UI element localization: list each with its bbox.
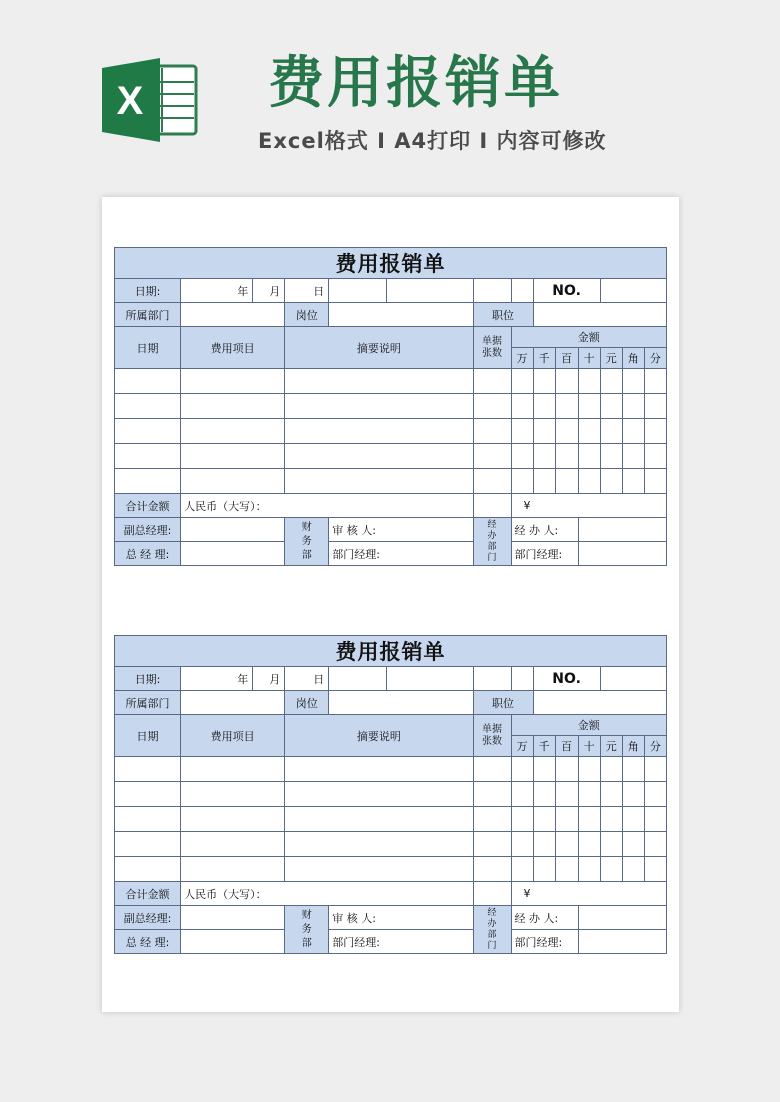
- table-row: [115, 469, 667, 494]
- table-cell[interactable]: [644, 369, 666, 394]
- dept-manager-field[interactable]: [578, 542, 666, 566]
- table-cell[interactable]: [555, 807, 578, 832]
- general-manager-label: 总 经 理:: [115, 542, 181, 566]
- table-cell[interactable]: [473, 857, 511, 882]
- vice-manager-label: 副总经理:: [115, 906, 181, 930]
- dept-field[interactable]: [181, 303, 285, 327]
- data-rows: [115, 757, 667, 882]
- table-cell[interactable]: [555, 757, 578, 782]
- table-cell[interactable]: [181, 757, 285, 782]
- table-cell[interactable]: [622, 444, 644, 469]
- table-cell[interactable]: [285, 782, 473, 807]
- table-row: [115, 394, 667, 419]
- position-label: 岗位: [285, 303, 329, 327]
- table-cell[interactable]: [181, 444, 285, 469]
- handler-label[interactable]: 经 办 人:: [511, 518, 578, 542]
- table-cell[interactable]: [578, 469, 600, 494]
- date-label: 日期:: [115, 667, 181, 691]
- no-label: NO.: [533, 279, 600, 303]
- dept-field[interactable]: [181, 691, 285, 715]
- table-cell[interactable]: [533, 807, 555, 832]
- table-cell[interactable]: [285, 832, 473, 857]
- table-cell[interactable]: [644, 857, 666, 882]
- position-field[interactable]: [329, 691, 473, 715]
- dept-manager-label[interactable]: 部门经理:: [329, 930, 473, 954]
- table-cell[interactable]: [644, 444, 666, 469]
- col-item-header: 费用项目: [181, 327, 285, 369]
- col-amount-header: 金额: [511, 715, 666, 736]
- table-cell[interactable]: [555, 857, 578, 882]
- digit-header: 十: [578, 348, 600, 369]
- handler-field[interactable]: [578, 518, 666, 542]
- dept-manager-label[interactable]: 部门经理:: [329, 542, 473, 566]
- table-cell[interactable]: [644, 757, 666, 782]
- blank-cell[interactable]: [387, 279, 473, 303]
- table-cell[interactable]: [600, 369, 622, 394]
- table-cell[interactable]: [181, 394, 285, 419]
- col-date-header: 日期: [115, 327, 181, 369]
- digit-header: 千: [533, 736, 555, 757]
- blank-cell[interactable]: [329, 279, 387, 303]
- table-cell[interactable]: [644, 807, 666, 832]
- table-cell[interactable]: [115, 394, 181, 419]
- table-cell[interactable]: [533, 419, 555, 444]
- digit-header: 角: [622, 348, 644, 369]
- blank-cell[interactable]: [511, 667, 533, 691]
- table-cell[interactable]: [473, 807, 511, 832]
- vice-manager-field[interactable]: [181, 906, 285, 930]
- table-cell[interactable]: [533, 857, 555, 882]
- digit-header: 万: [511, 736, 533, 757]
- job-field[interactable]: [533, 691, 666, 715]
- col-docs-header: 单据张数: [473, 715, 511, 757]
- table-row: [115, 807, 667, 832]
- finance-dept-label: 财务部: [285, 518, 329, 566]
- table-cell[interactable]: [181, 469, 285, 494]
- expense-form: [114, 635, 667, 954]
- day-field[interactable]: 日: [285, 279, 329, 303]
- data-rows: [115, 369, 667, 494]
- no-field[interactable]: [600, 667, 666, 691]
- table-cell[interactable]: [115, 444, 181, 469]
- dept-manager-label-2[interactable]: 部门经理:: [511, 930, 578, 954]
- table-cell[interactable]: [533, 757, 555, 782]
- table-cell[interactable]: [622, 419, 644, 444]
- handling-dept-label: 经办部门: [473, 518, 511, 566]
- blank-cell[interactable]: [511, 279, 533, 303]
- table-row: [115, 444, 667, 469]
- table-cell[interactable]: [622, 469, 644, 494]
- table-cell[interactable]: [115, 469, 181, 494]
- table-cell[interactable]: [600, 444, 622, 469]
- table-cell[interactable]: [600, 807, 622, 832]
- blank-cell[interactable]: [473, 494, 511, 518]
- table-cell[interactable]: [555, 832, 578, 857]
- table-cell[interactable]: [115, 857, 181, 882]
- col-item-header: 费用项目: [181, 715, 285, 757]
- table-cell[interactable]: [555, 369, 578, 394]
- expense-form: [114, 247, 667, 566]
- table-cell[interactable]: [578, 394, 600, 419]
- table-row: [115, 832, 667, 857]
- table-cell[interactable]: [578, 444, 600, 469]
- table-cell[interactable]: [285, 444, 473, 469]
- table-cell[interactable]: [473, 469, 511, 494]
- table-cell[interactable]: [578, 782, 600, 807]
- day-field[interactable]: 日: [285, 667, 329, 691]
- col-desc-header: 摘要说明: [285, 715, 473, 757]
- vice-manager-field[interactable]: [181, 518, 285, 542]
- table-cell[interactable]: [285, 369, 473, 394]
- col-desc-header: 摘要说明: [285, 327, 473, 369]
- table-cell[interactable]: [555, 782, 578, 807]
- rmb-field[interactable]: 人民币（大写）：: [181, 494, 473, 518]
- table-row: [115, 419, 667, 444]
- digit-header: 千: [533, 348, 555, 369]
- table-cell[interactable]: [285, 807, 473, 832]
- blank-cell[interactable]: [329, 667, 387, 691]
- job-label: 职位: [473, 303, 533, 327]
- table-cell[interactable]: [473, 757, 511, 782]
- table-cell[interactable]: [533, 832, 555, 857]
- table-row: [115, 857, 667, 882]
- table-cell[interactable]: [578, 369, 600, 394]
- table-cell[interactable]: [644, 832, 666, 857]
- handler-field[interactable]: [578, 906, 666, 930]
- yen-field[interactable]: ¥: [511, 882, 666, 906]
- blank-cell[interactable]: [473, 882, 511, 906]
- table-row: [115, 369, 667, 394]
- table-cell[interactable]: [622, 394, 644, 419]
- dept-label: 所属部门: [115, 691, 181, 715]
- table-cell[interactable]: [115, 832, 181, 857]
- table-cell[interactable]: [511, 444, 533, 469]
- blank-cell[interactable]: [387, 667, 473, 691]
- col-amount-header: 金额: [511, 327, 666, 348]
- table-cell[interactable]: [181, 807, 285, 832]
- rmb-field[interactable]: 人民币（大写）：: [181, 882, 473, 906]
- table-row: [115, 782, 667, 807]
- col-docs-header: 单据张数: [473, 327, 511, 369]
- table-cell[interactable]: [578, 807, 600, 832]
- table-cell[interactable]: [622, 807, 644, 832]
- reviewer-label[interactable]: 审 核 人:: [329, 518, 473, 542]
- table-cell[interactable]: [511, 369, 533, 394]
- table-cell[interactable]: [555, 444, 578, 469]
- table-cell[interactable]: [600, 782, 622, 807]
- table-cell[interactable]: [181, 419, 285, 444]
- table-cell[interactable]: [511, 757, 533, 782]
- dept-label: 所属部门: [115, 303, 181, 327]
- table-cell[interactable]: [533, 394, 555, 419]
- table-cell[interactable]: [473, 832, 511, 857]
- year-field[interactable]: 年: [181, 279, 253, 303]
- table-cell[interactable]: [622, 832, 644, 857]
- position-label: 岗位: [285, 691, 329, 715]
- table-cell[interactable]: [181, 782, 285, 807]
- handling-dept-label: 经办部门: [473, 906, 511, 954]
- reviewer-label[interactable]: 审 核 人:: [329, 906, 473, 930]
- table-cell[interactable]: [285, 757, 473, 782]
- excel-logo-icon: [100, 56, 200, 144]
- form-title: 费用报销单: [115, 248, 667, 279]
- table-cell[interactable]: [473, 419, 511, 444]
- table-cell[interactable]: [622, 782, 644, 807]
- table-cell[interactable]: [644, 394, 666, 419]
- digit-header: 百: [555, 736, 578, 757]
- table-cell[interactable]: [622, 757, 644, 782]
- table-cell[interactable]: [511, 394, 533, 419]
- col-date-header: 日期: [115, 715, 181, 757]
- no-label: NO.: [533, 667, 600, 691]
- general-manager-label: 总 经 理:: [115, 930, 181, 954]
- digit-header: 元: [600, 348, 622, 369]
- table-cell[interactable]: [181, 369, 285, 394]
- digit-header: 万: [511, 348, 533, 369]
- blank-cell[interactable]: [473, 279, 511, 303]
- table-cell[interactable]: [181, 857, 285, 882]
- table-cell[interactable]: [115, 782, 181, 807]
- month-field[interactable]: 月: [253, 279, 285, 303]
- table-cell[interactable]: [578, 419, 600, 444]
- table-cell[interactable]: [115, 807, 181, 832]
- table-cell[interactable]: [511, 782, 533, 807]
- general-manager-field[interactable]: [181, 930, 285, 954]
- table-cell[interactable]: [644, 782, 666, 807]
- table-cell[interactable]: [533, 782, 555, 807]
- table-cell[interactable]: [533, 444, 555, 469]
- table-cell[interactable]: [600, 394, 622, 419]
- total-label: 合计金额: [115, 882, 181, 906]
- month-field[interactable]: 月: [253, 667, 285, 691]
- table-cell[interactable]: [578, 757, 600, 782]
- table-cell[interactable]: [115, 757, 181, 782]
- total-label: 合计金额: [115, 494, 181, 518]
- table-cell[interactable]: [115, 369, 181, 394]
- table-cell[interactable]: [644, 419, 666, 444]
- digit-header: 十: [578, 736, 600, 757]
- digit-header: 分: [644, 736, 666, 757]
- digit-header: 元: [600, 736, 622, 757]
- table-row: [115, 757, 667, 782]
- svg-text:X: X: [116, 79, 144, 123]
- table-cell[interactable]: [115, 419, 181, 444]
- table-cell[interactable]: [285, 419, 473, 444]
- form-title: 费用报销单: [115, 636, 667, 667]
- page-subtitle: Excel格式 I A4打印 I 内容可修改: [258, 129, 607, 153]
- table-cell[interactable]: [511, 832, 533, 857]
- blank-cell[interactable]: [473, 667, 511, 691]
- handler-label[interactable]: 经 办 人:: [511, 906, 578, 930]
- page-title: 费用报销单: [268, 51, 563, 116]
- digit-header: 百: [555, 348, 578, 369]
- no-field[interactable]: [600, 279, 666, 303]
- table-cell[interactable]: [600, 419, 622, 444]
- digit-header: 角: [622, 736, 644, 757]
- table-cell[interactable]: [285, 394, 473, 419]
- dept-manager-label-2[interactable]: 部门经理:: [511, 542, 578, 566]
- table-cell[interactable]: [644, 469, 666, 494]
- table-cell[interactable]: [555, 394, 578, 419]
- table-cell[interactable]: [622, 369, 644, 394]
- table-cell[interactable]: [555, 469, 578, 494]
- table-cell[interactable]: [181, 832, 285, 857]
- job-field[interactable]: [533, 303, 666, 327]
- table-cell[interactable]: [533, 469, 555, 494]
- year-field[interactable]: 年: [181, 667, 253, 691]
- table-cell[interactable]: [285, 857, 473, 882]
- finance-dept-label: 财务部: [285, 906, 329, 954]
- table-cell[interactable]: [511, 807, 533, 832]
- table-cell[interactable]: [600, 469, 622, 494]
- table-cell[interactable]: [473, 782, 511, 807]
- table-cell[interactable]: [285, 469, 473, 494]
- table-cell[interactable]: [511, 857, 533, 882]
- table-cell[interactable]: [600, 832, 622, 857]
- yen-field[interactable]: ¥: [511, 494, 666, 518]
- position-field[interactable]: [329, 303, 473, 327]
- table-cell[interactable]: [578, 832, 600, 857]
- general-manager-field[interactable]: [181, 542, 285, 566]
- paper-sheet: [102, 197, 679, 1012]
- dept-manager-field[interactable]: [578, 930, 666, 954]
- table-cell[interactable]: [511, 469, 533, 494]
- table-cell[interactable]: [578, 857, 600, 882]
- date-label: 日期:: [115, 279, 181, 303]
- table-cell[interactable]: [555, 419, 578, 444]
- digit-header: 分: [644, 348, 666, 369]
- table-cell[interactable]: [511, 419, 533, 444]
- table-cell[interactable]: [622, 857, 644, 882]
- table-cell[interactable]: [473, 394, 511, 419]
- table-cell[interactable]: [473, 444, 511, 469]
- job-label: 职位: [473, 691, 533, 715]
- vice-manager-label: 副总经理:: [115, 518, 181, 542]
- table-cell[interactable]: [533, 369, 555, 394]
- table-cell[interactable]: [600, 757, 622, 782]
- table-cell[interactable]: [600, 857, 622, 882]
- table-cell[interactable]: [473, 369, 511, 394]
